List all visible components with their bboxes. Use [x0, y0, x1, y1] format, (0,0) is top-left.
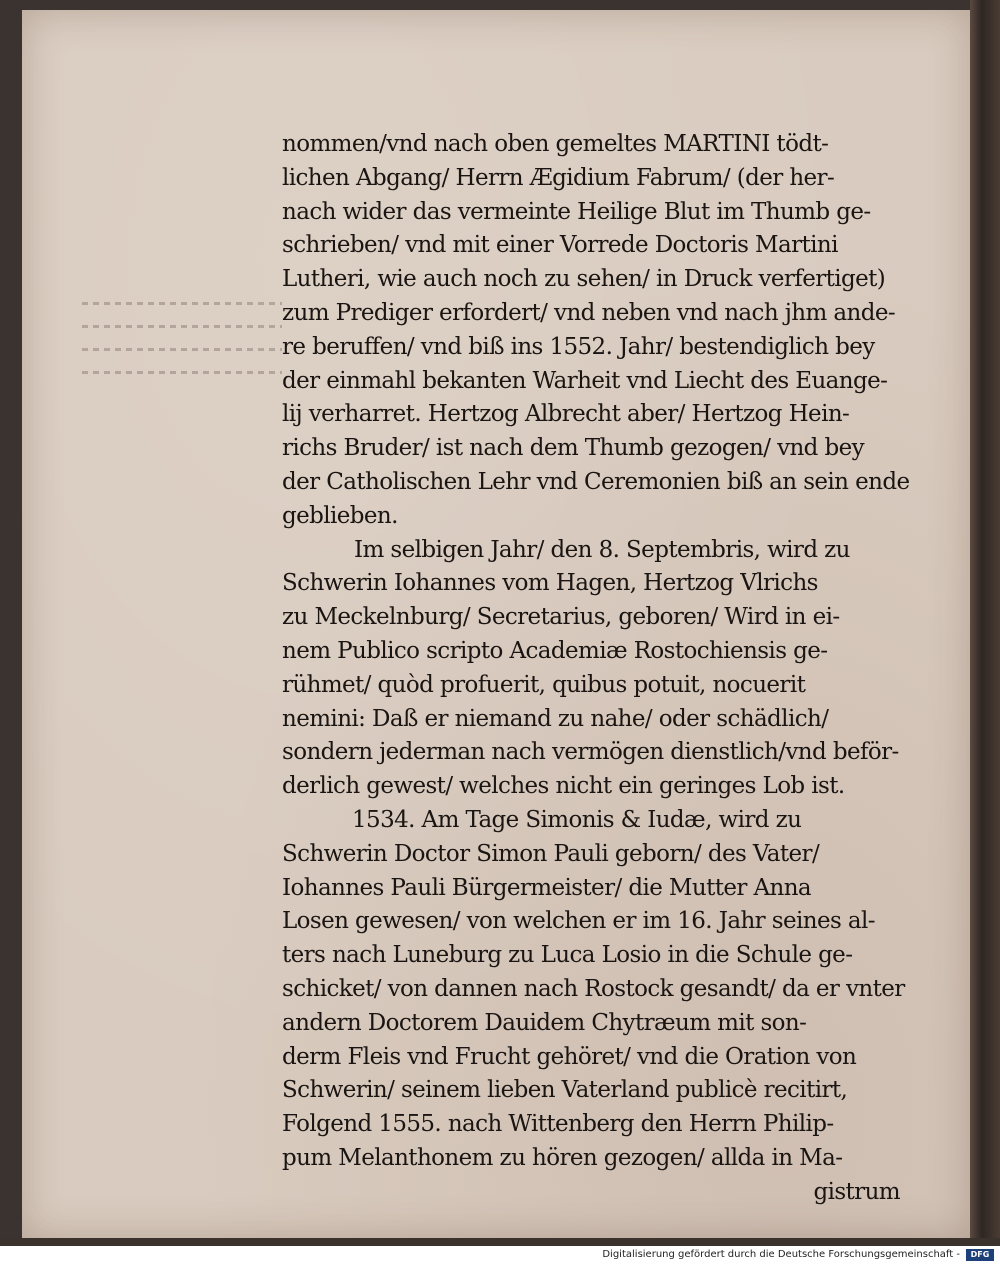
body-text — [282, 128, 910, 1210]
text-line: andern Doctorem Dauidem Chytræum mit son- — [282, 1009, 807, 1036]
text-line: derlich gewest/ welches nicht ein geringes Lob ist. — [282, 773, 845, 800]
text-line: der einmahl bekanten Warheit vnd Liecht des Euange- — [282, 367, 888, 394]
text-line: sondern jederman nach vermögen dienstlich/vnd beför- — [282, 739, 899, 766]
book-bottom-edge — [0, 1238, 1000, 1246]
text-line: 1534. Am Tage Simonis & Iudæ, wird zu — [352, 806, 802, 833]
text-line: Iohannes Pauli Bürgermeister/ die Mutter Anna — [282, 874, 812, 901]
text-line: richs Bruder/ ist nach dem Thumb gezogen/ vnd bey — [282, 435, 865, 462]
text-line: lichen Abgang/ Herrn Ægidium Fabrum/ (der her- — [282, 164, 835, 191]
text-line: schrieben/ vnd mit einer Vorrede Doctoris Martini — [282, 232, 838, 259]
text-line: ters nach Luneburg zu Luca Losio in die Schule ge- — [282, 942, 853, 969]
text-line: lij verharret. Hertzog Albrecht aber/ Hertzog Hein- — [282, 401, 850, 428]
text-line: Lutheri, wie auch noch zu sehen/ in Druck verfertiget) — [282, 266, 886, 293]
text-line: nem Publico scripto Academiæ Rostochiensis ge- — [282, 637, 828, 664]
funding-notice: Digitalisierung gefördert durch die Deutsche Forschungsgemeinschaft - — [602, 1249, 960, 1260]
text-line: Losen gewesen/ von welchen er im 16. Jahr seines al- — [282, 908, 875, 935]
text-line: rühmet/ quòd profuerit, quibus potuit, nocuerit — [282, 671, 806, 698]
footer-bar — [0, 1246, 1000, 1264]
text-line: schicket/ von dannen nach Rostock gesandt/ da er vnter — [282, 975, 905, 1002]
text-line: derm Fleis vnd Frucht gehöret/ vnd die Oration von — [282, 1043, 857, 1070]
text-line: zu Meckelnburg/ Secretarius, geboren/ Wird in ei- — [282, 604, 840, 631]
text-line: nommen/vnd nach oben gemeltes MARTINI tödt- — [282, 131, 829, 157]
text-line: Folgend 1555. nach Wittenberg den Herrn Philip- — [282, 1111, 834, 1138]
text-line: Im selbigen Jahr/ den 8. Septembris, wird zu — [354, 536, 850, 563]
catchword: gistrum — [813, 1178, 900, 1205]
text-line: Schwerin Iohannes vom Hagen, Hertzog Vlrichs — [282, 570, 818, 597]
text-line: geblieben. — [282, 502, 398, 529]
text-line: nach wider das vermeinte Heilige Blut im Thumb ge- — [282, 198, 871, 225]
dfg-logo: DFG — [966, 1249, 994, 1261]
book-edge — [970, 0, 1000, 1240]
text-line: nemini: Daß er niemand zu nahe/ oder schädlich/ — [282, 705, 829, 732]
text-line: der Catholischen Lehr vnd Ceremonien biß an sein ende — [282, 468, 910, 495]
text-line: Schwerin/ seinem lieben Vaterland publicè recitirt, — [282, 1077, 848, 1104]
text-line: pum Melanthonem zu hören gezogen/ allda in Ma- — [282, 1144, 843, 1171]
text-line: zum Prediger erfordert/ vnd neben vnd nach jhm ande- — [282, 299, 896, 326]
text-line: re beruffen/ vnd biß ins 1552. Jahr/ bestendiglich bey — [282, 333, 875, 360]
show-through-marks — [82, 302, 282, 412]
text-line: Schwerin Doctor Simon Pauli geborn/ des Vater/ — [282, 840, 820, 867]
